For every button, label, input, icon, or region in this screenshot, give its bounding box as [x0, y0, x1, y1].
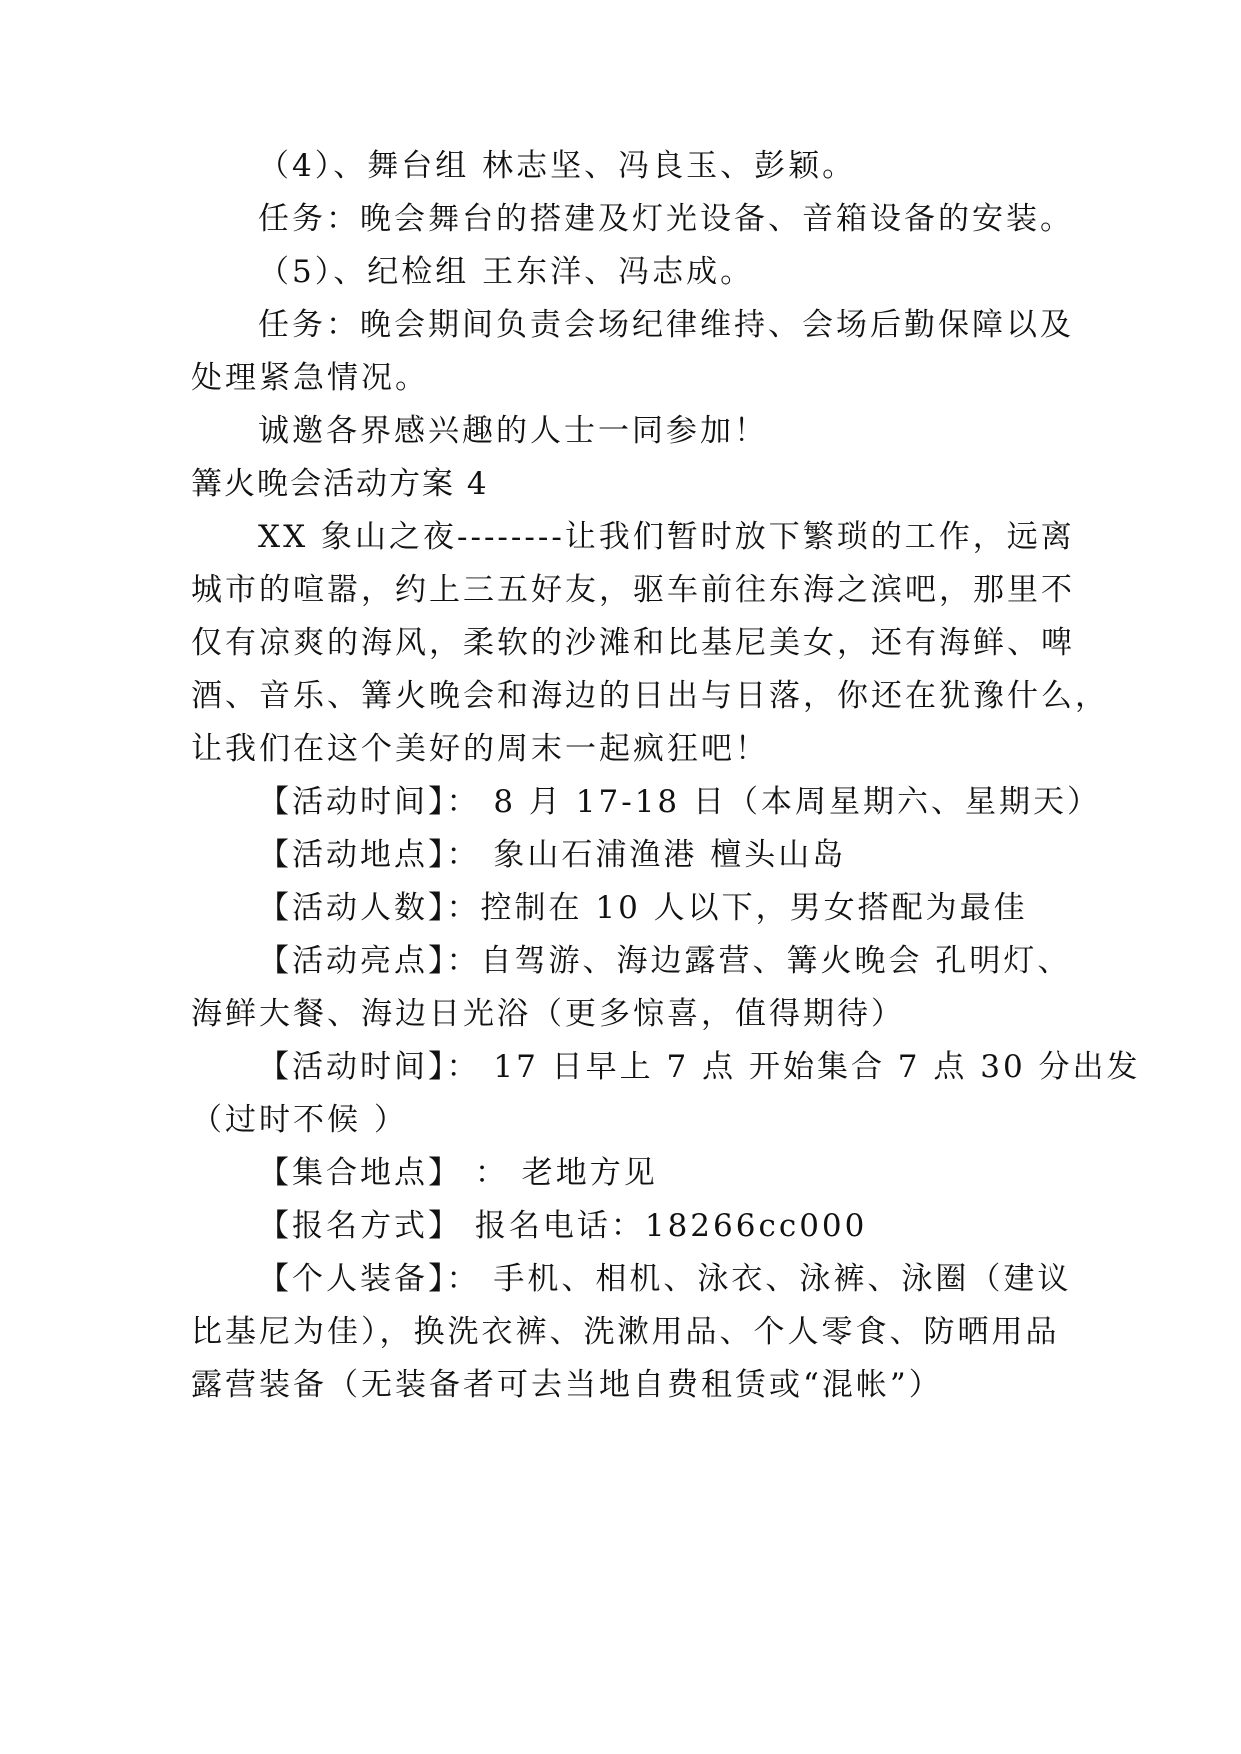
text-line-discipline-task: 任务：晚会期间负责会场纪律维持、会场后勤保障以及: [258, 307, 1074, 343]
text-line-equipment-cont-1: 比基尼为佳），换洗衣裤、洗漱用品、个人零食、防晒用品: [191, 1314, 1060, 1350]
text-line-activity-location: 【活动地点】： 象山石浦渔港 檀头山岛: [258, 837, 847, 873]
text-line-activity-time: 【活动时间】： 8 月 17-18 日（本周星期六、星期天）: [258, 784, 1102, 820]
text-line-intro-3: 仅有凉爽的海风，柔软的沙滩和比基尼美女，还有海鲜、啤: [191, 625, 1075, 661]
text-line-stage-group: （4）、舞台组 林志坚、冯良玉、彭颖。: [258, 148, 857, 184]
text-line-intro-1: XX 象山之夜--------让我们暂时放下繁琐的工作，远离: [258, 519, 1075, 555]
text-line-equipment: 【个人装备】： 手机、相机、泳衣、泳裤、泳圈（建议: [258, 1261, 1072, 1297]
text-line-signup: 【报名方式】 报名电话：18266cc000: [258, 1208, 868, 1244]
text-line-activity-highlights-cont: 海鲜大餐、海边日光浴（更多惊喜，值得期待）: [191, 996, 905, 1032]
text-line-invitation: 诚邀各界感兴趣的人士一同参加！: [258, 413, 768, 449]
text-line-intro-4: 酒、音乐、篝火晚会和海边的日出与日落，你还在犹豫什么，: [191, 678, 1109, 714]
text-line-activity-highlights: 【活动亮点】：自驾游、海边露营、篝火晚会 孔明灯、: [258, 943, 1072, 979]
text-line-discipline-task-cont: 处理紧急情况。: [191, 360, 429, 396]
text-line-intro-2: 城市的喧嚣，约上三五好友，驱车前往东海之滨吧，那里不: [191, 572, 1075, 608]
section-heading: 篝火晚会活动方案 4: [191, 466, 489, 502]
text-line-discipline-group: （5）、纪检组 王东洋、冯志成。: [258, 254, 755, 290]
text-line-activity-people: 【活动人数】：控制在 10 人以下，男女搭配为最佳: [258, 890, 1028, 926]
text-line-gather-location: 【集合地点】 ： 老地方见: [258, 1155, 658, 1191]
text-line-intro-5: 让我们在这个美好的周末一起疯狂吧！: [191, 731, 769, 767]
text-line-gather-time: 【活动时间】： 17 日早上 7 点 开始集合 7 点 30 分出发: [258, 1049, 1141, 1085]
text-line-gather-time-cont: （过时不候 ）: [191, 1102, 408, 1138]
text-line-stage-task: 任务：晚会舞台的搭建及灯光设备、音箱设备的安装。: [258, 201, 1074, 237]
text-line-equipment-cont-2: 露营装备（无装备者可去当地自费租赁或“混帐”）: [191, 1367, 943, 1403]
